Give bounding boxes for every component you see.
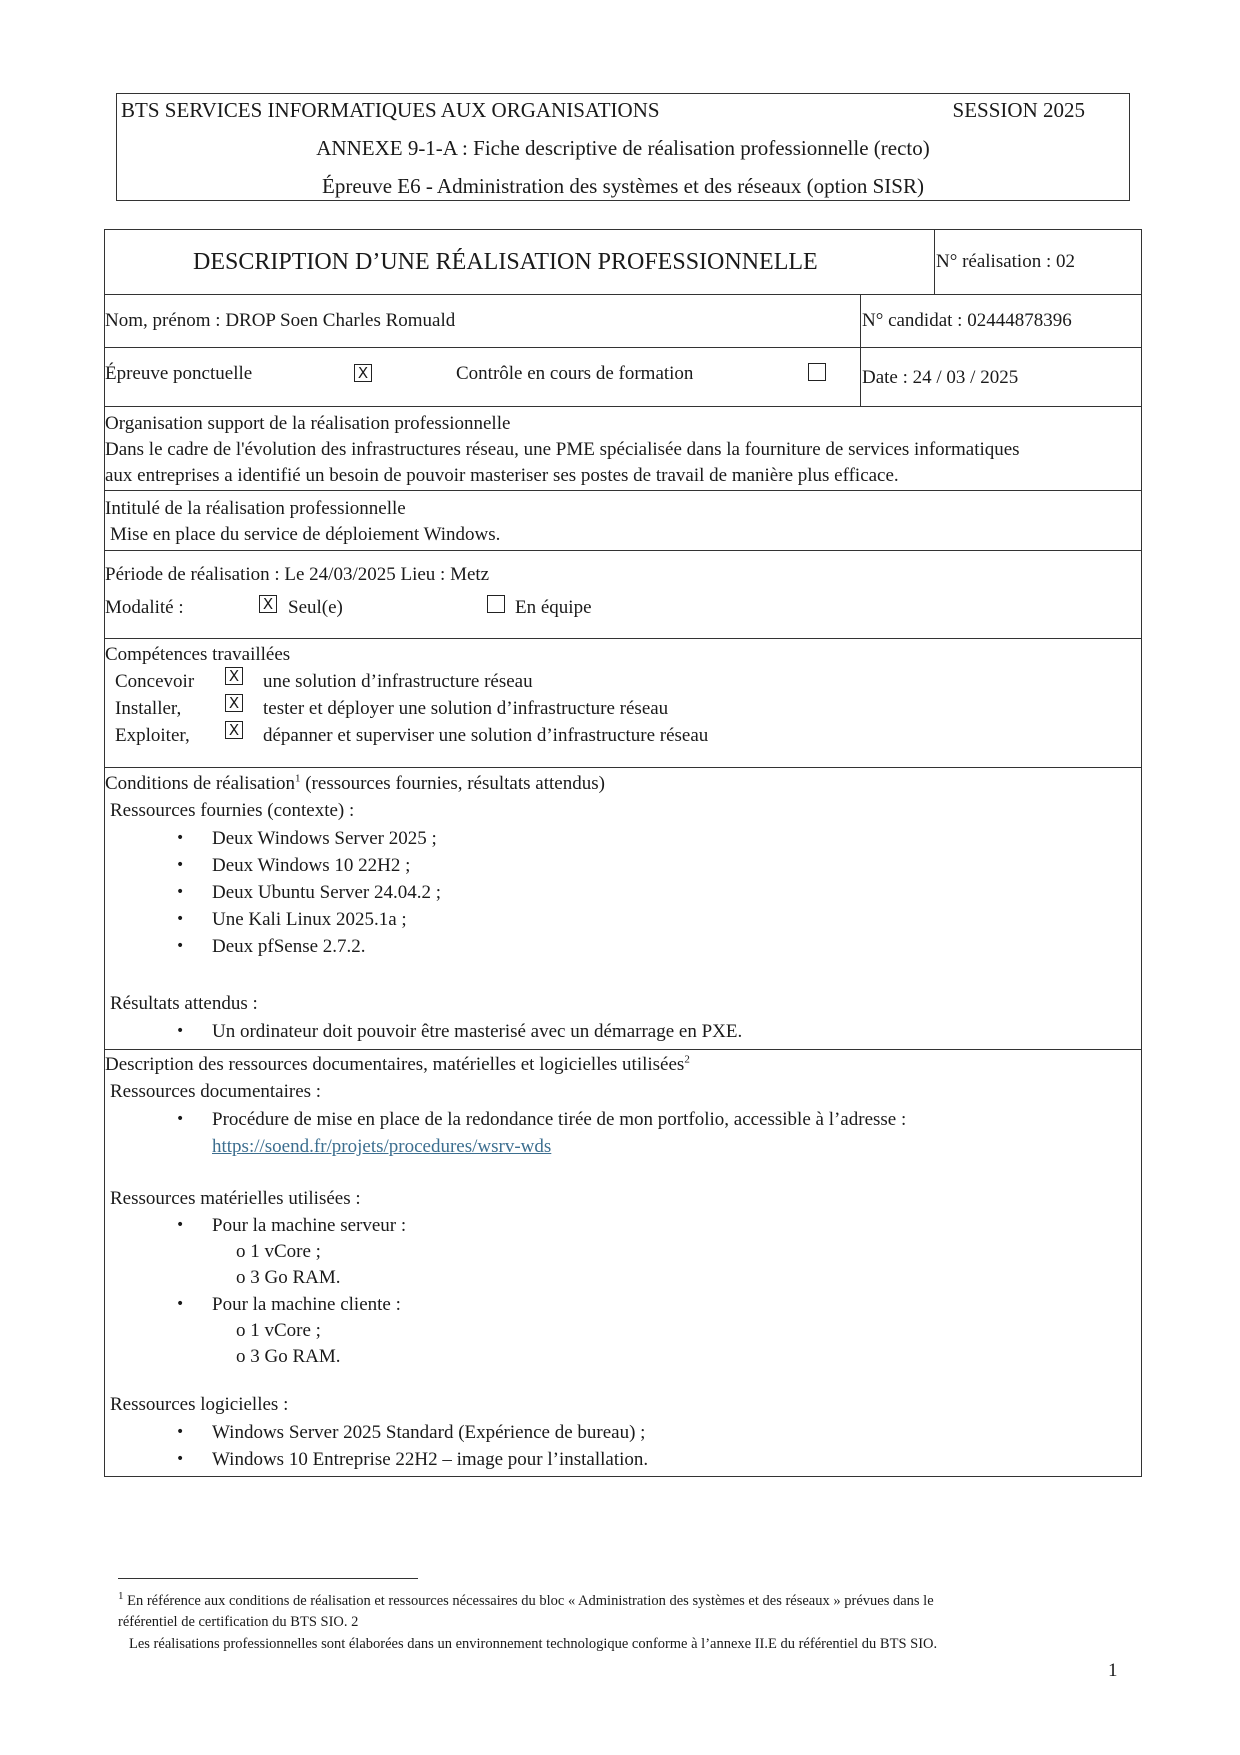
mat-list — [105, 1212, 406, 1370]
list-item: • Deux Ubuntu Server 24.04.2 ; — [105, 879, 441, 906]
competence-checkbox[interactable]: X — [225, 694, 243, 712]
org-text-line2: aux entreprises a identifié un besoin de pouvoir masteriser ses postes de travail de manière plus efficace. — [105, 465, 899, 486]
ressources-fournies-list — [105, 825, 441, 960]
row-divider — [105, 1049, 1141, 1050]
seul-label: Seul(e) — [288, 597, 343, 618]
list-item — [105, 1212, 406, 1291]
conditions-title-text: Conditions de réalisation — [105, 773, 295, 794]
list-item: • Deux Windows 10 22H2 ; — [105, 852, 441, 879]
form-title: DESCRIPTION D’UNE RÉALISATION PROFESSIONNELLE — [193, 249, 818, 275]
conditions-title-rest: (ressources fournies, résultats attendus) — [300, 773, 605, 794]
competence-verb: Exploiter, — [115, 725, 190, 746]
epreuve-ponctuelle-checkbox[interactable]: X — [354, 364, 372, 382]
mat-server: Pour la machine serveur : — [212, 1215, 407, 1236]
footnote-separator — [118, 1578, 418, 1579]
resultats-list — [105, 1018, 742, 1045]
periode: Période de réalisation : Le 24/03/2025 Lieu : Metz — [105, 564, 490, 585]
description-title-text: Description des ressources documentaires, matérielles et logicielles utilisées — [105, 1054, 685, 1075]
list-item: • Un ordinateur doit pouvoir être masterisé avec un démarrage en PXE. — [105, 1018, 742, 1045]
competence-checkbox[interactable]: X — [225, 721, 243, 739]
candidat-number: N° candidat : 02444878396 — [862, 310, 1072, 331]
mat-client-sublist — [105, 1318, 406, 1370]
document-header — [116, 93, 1130, 201]
footnote-ref: 1 — [294, 772, 301, 785]
doc-item-text: Procédure de mise en place de la redondance tirée de mon portfolio, accessible à l’adresse : — [212, 1109, 907, 1130]
description-title — [105, 1052, 690, 1078]
list-item: • Deux pfSense 2.7.2. — [105, 933, 441, 960]
col-divider — [860, 294, 861, 406]
sub-list-item: o 3 Go RAM. — [236, 1346, 341, 1367]
sub-list-item: o 1 vCore ; — [236, 1320, 321, 1341]
controle-checkbox[interactable] — [808, 363, 826, 381]
footnote-ref: 2 — [684, 1053, 690, 1066]
modalite-label: Modalité : — [105, 597, 184, 618]
competences-title: Compétences travaillées — [105, 644, 291, 665]
ressources-fournies-title: Ressources fournies (contexte) : — [110, 800, 355, 821]
row-divider — [105, 294, 1141, 295]
mat-title: Ressources matérielles utilisées : — [110, 1188, 361, 1209]
header-epreuve: Épreuve E6 - Administration des systèmes et des réseaux (option SISR) — [322, 174, 924, 198]
conditions-title — [105, 771, 605, 797]
footnote-line3: Les réalisations professionnelles sont élaborées dans un environnement technologique conforme à l’annexe II.E du référentiel du BTS SIO. — [129, 1636, 938, 1652]
portfolio-link[interactable]: https://soend.fr/projets/procedures/wsrv-wds — [212, 1136, 552, 1157]
competence-text: une solution d’infrastructure réseau — [263, 671, 533, 692]
competence-text: tester et déployer une solution d’infrastructure réseau — [263, 698, 669, 719]
list-item: • Une Kali Linux 2025.1a ; — [105, 906, 441, 933]
intitule-title: Intitulé de la réalisation professionnelle — [105, 498, 406, 519]
competence-text: dépanner et superviser une solution d’infrastructure réseau — [263, 725, 709, 746]
list-item: • Windows 10 Entreprise 22H2 – image pour l’installation. — [105, 1446, 648, 1473]
header-session: SESSION 2025 — [952, 98, 1085, 122]
sub-list-item: o 1 vCore ; — [236, 1241, 321, 1262]
doc-list — [105, 1106, 906, 1160]
row-divider — [105, 347, 1141, 348]
row-divider — [105, 638, 1141, 639]
realisation-number: N° réalisation : 02 — [936, 251, 1075, 272]
row-divider — [105, 550, 1141, 551]
footnote-line2: référentiel de certification du BTS SIO. 2 — [118, 1614, 359, 1630]
resultats-title: Résultats attendus : — [110, 993, 258, 1014]
list-item: • Windows Server 2025 Standard (Expérience de bureau) ; — [105, 1419, 648, 1446]
competence-verb: Installer, — [115, 698, 182, 719]
epreuve-ponctuelle-label: Épreuve ponctuelle — [105, 363, 253, 384]
list-item: • Deux Windows Server 2025 ; — [105, 825, 441, 852]
page-number: 1 — [1108, 1660, 1118, 1681]
row-divider — [105, 406, 1141, 407]
footnote-mark: 1 — [118, 1590, 124, 1603]
footnote-line1: En référence aux conditions de réalisation et ressources nécessaires du bloc « Administration des systèmes et des réseaux » prévues dans le — [123, 1593, 934, 1609]
realisation-form — [104, 229, 1142, 1477]
sub-list-item: o 3 Go RAM. — [236, 1267, 341, 1288]
row-divider — [105, 767, 1141, 768]
doc-title: Ressources documentaires : — [110, 1081, 322, 1102]
col-divider — [934, 230, 935, 294]
mat-client: Pour la machine cliente : — [212, 1294, 401, 1315]
log-list — [105, 1419, 648, 1473]
intitule-value: Mise en place du service de déploiement Windows. — [110, 524, 501, 545]
header-annexe: ANNEXE 9-1-A : Fiche descriptive de réalisation professionnelle (recto) — [316, 136, 930, 160]
list-item — [105, 1291, 406, 1370]
mat-server-sublist — [105, 1239, 406, 1291]
nom-prenom: Nom, prénom : DROP Soen Charles Romuald — [105, 310, 456, 331]
controle-label: Contrôle en cours de formation — [456, 363, 694, 384]
equipe-label: En équipe — [515, 597, 592, 618]
header-bts-title: BTS SERVICES INFORMATIQUES AUX ORGANISATIONS — [121, 98, 660, 122]
log-title: Ressources logicielles : — [110, 1394, 289, 1415]
footnote-1 — [118, 1591, 934, 1612]
org-title: Organisation support de la réalisation professionnelle — [105, 413, 511, 434]
seul-checkbox[interactable]: X — [259, 595, 277, 613]
row-divider — [105, 490, 1141, 491]
competence-checkbox[interactable]: X — [225, 667, 243, 685]
competence-verb: Concevoir — [115, 671, 195, 692]
date: Date : 24 / 03 / 2025 — [862, 367, 1019, 388]
list-item — [105, 1106, 906, 1160]
equipe-checkbox[interactable] — [487, 595, 505, 613]
org-text-line1: Dans le cadre de l'évolution des infrastructures réseau, une PME spécialisée dans la fourniture de services informatiques — [105, 439, 1020, 460]
